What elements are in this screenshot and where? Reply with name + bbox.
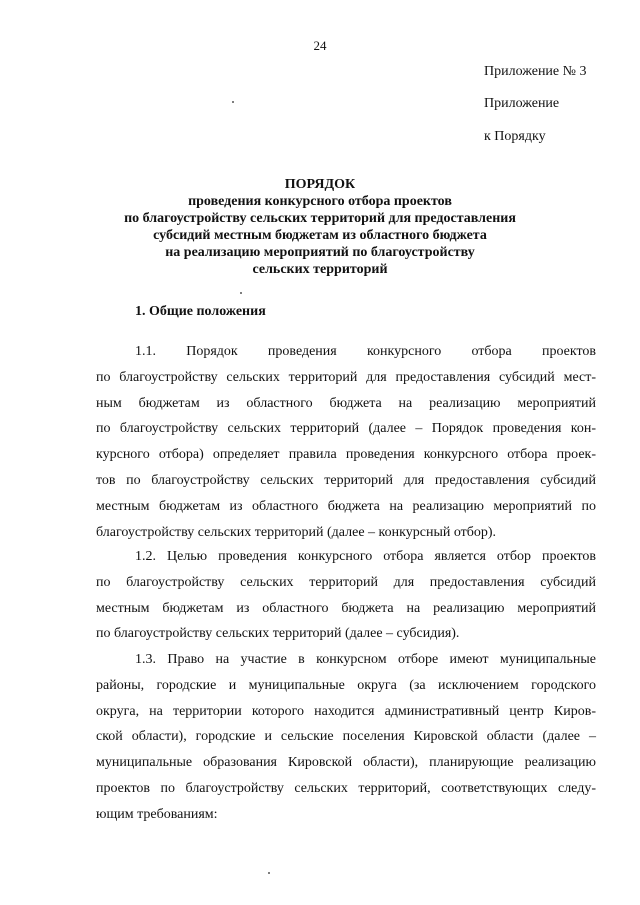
appendix-label: Приложение — [484, 96, 560, 111]
paragraph-line: по благоустройству сельских территорий для предоставления субсидий — [96, 574, 596, 590]
paragraph-line: муниципальные образования Кировской области), планирующие реализацию — [96, 755, 596, 771]
paragraph-line: районы, городские и муниципальные округа (за исключением городского — [96, 677, 596, 693]
paragraph-1-2 — [96, 544, 596, 647]
section-heading: 1. Общие положения — [135, 304, 266, 319]
paragraph-line: ющим требованиям: — [96, 806, 218, 822]
appendix-number: Приложение № 3 — [484, 64, 587, 79]
paragraph-line: курсного отбора) определяет правила проведения конкурсного отбора проек- — [96, 447, 596, 463]
paragraph-line: округа, на территории которого находится административный центр Киров- — [96, 703, 596, 719]
title-line: проведения конкурсного отбора проектов — [188, 194, 452, 209]
title-line: субсидий местным бюджетам из областного бюджета — [153, 228, 487, 243]
paragraph-line: благоустройству сельских территорий (далее – конкурсный отбор). — [96, 524, 497, 540]
paragraph-line: по благоустройству сельских территорий (далее – Порядок проведения кон- — [96, 421, 596, 437]
paragraph-line: тов по благоустройству сельских территорий для предоставления субсидий — [96, 472, 596, 488]
page-number: 24 — [313, 38, 327, 53]
scan-speck — [232, 101, 234, 103]
title-line: по благоустройству сельских территорий для предоставления — [124, 211, 516, 226]
paragraph-line: 1.1. Порядок проведения конкурсного отбора проектов — [135, 344, 596, 359]
paragraph-line: ным бюджетам из областного бюджета на реализацию мероприятий — [96, 395, 596, 411]
paragraph-line: местным бюджетам из областного бюджета на реализацию мероприятий — [96, 600, 596, 616]
scan-speck — [268, 872, 270, 874]
paragraph-line: по благоустройству сельских территорий для предоставления субсидий мест- — [96, 369, 596, 385]
scan-speck — [240, 292, 242, 294]
paragraph-line: 1.2. Целью проведения конкурсного отбора является отбор проектов — [135, 549, 596, 564]
paragraph-line: по благоустройству сельских территорий (далее – субсидия). — [96, 626, 460, 642]
title-line: сельских территорий — [252, 262, 388, 277]
title-line: на реализацию мероприятий по благоустройству — [165, 245, 475, 260]
appendix-reference: к Порядку — [484, 129, 546, 144]
paragraph-1-1 — [96, 339, 596, 545]
paragraph-line: ской области), городские и сельские поселения Кировской области (далее – — [96, 729, 596, 745]
document-title — [60, 176, 580, 278]
title-main: ПОРЯДОК — [284, 177, 356, 192]
paragraph-1-3 — [96, 647, 596, 828]
paragraph-line: 1.3. Право на участие в конкурсном отборе имеют муниципальные — [135, 652, 596, 667]
paragraph-line: проектов по благоустройству сельских территорий, соответствующих следу- — [96, 780, 596, 796]
paragraph-line: местным бюджетам из областного бюджета на реализацию мероприятий по — [96, 498, 596, 514]
